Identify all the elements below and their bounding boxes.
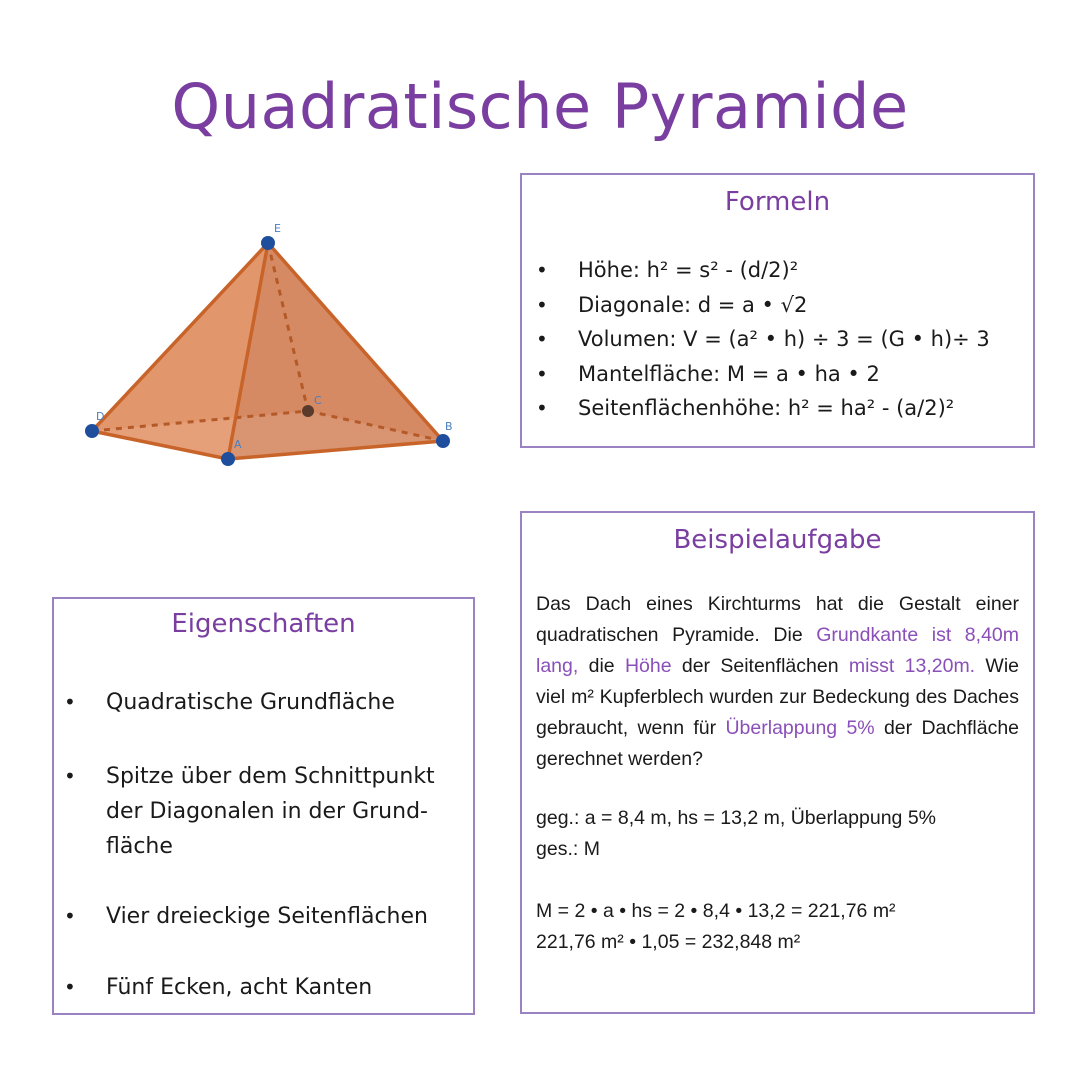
vertex-c	[302, 405, 314, 417]
given-values: geg.: a = 8,4 m, hs = 13,2 m, Überlappung 5%	[536, 807, 936, 829]
formula-lateral-surface: Mantelfläche: M = a • ha • 2	[578, 361, 880, 386]
bullet-icon: •	[64, 904, 76, 928]
bullet-icon: •	[64, 764, 76, 788]
formula-face-height: Seitenflächenhöhe: h² = ha² - (a/2)²	[578, 396, 955, 420]
bullet-icon: •	[536, 258, 548, 282]
formulas-list	[522, 253, 1033, 426]
formulas-heading: Formeln	[724, 187, 831, 217]
vertex-a	[221, 452, 235, 466]
bullet-icon: •	[536, 327, 548, 351]
highlight-measure: misst 13,20m.	[848, 655, 976, 677]
calculation-step-1: M = 2 • a • hs = 2 • 8,4 • 13,2 = 221,76 m²	[536, 900, 896, 922]
formula-item	[536, 288, 1033, 323]
vertex-label-e: E	[274, 222, 281, 235]
bullet-icon: •	[64, 975, 76, 999]
highlight-base-edge: Grundkante ist 8,40m lang,	[536, 624, 1020, 677]
formula-height: Höhe: h² = s² - (d/2)²	[578, 258, 799, 282]
vertex-label-c: C	[314, 394, 322, 407]
calculation-step-2: 221,76 m² • 1,05 = 232,848 m²	[536, 931, 801, 953]
example-problem-text: Das Dach eines Kirchturms hat die Gestalt einer quadratischen Pyramide. Die Grundkante ist 8,40m lang, die Höhe der Seitenflächen misst 13,20m. Wie viel m² Kupferblech wurden zur Bedeckung des Daches gebraucht, wenn für Überlappung 5% der Dachfläche gerechnet werden?	[536, 593, 1020, 770]
properties-box: Eigenschaften • Quadratische Grundfläche • Spitze über dem Schnittpunkt der Diagonalen in der Grund-fläche • Vier dreieckige Seitenflächen • Fünf Ecken, acht Kanten	[52, 597, 475, 1015]
wanted-value: ges.: M	[536, 838, 600, 860]
vertex-label-d: D	[96, 410, 105, 423]
vertex-label-b: B	[445, 420, 453, 433]
vertex-e	[261, 236, 275, 250]
vertex-d	[85, 424, 99, 438]
formula-diagonal: Diagonale: d = a • √2	[578, 292, 808, 317]
pyramid-figure	[80, 210, 460, 480]
example-task-box	[520, 511, 1035, 1014]
bullet-icon: •	[536, 361, 548, 386]
formula-item	[536, 357, 1033, 392]
page-title: Quadratische Pyramide	[171, 70, 909, 143]
highlight-overlap: Überlappung 5%	[725, 717, 875, 739]
formula-item	[536, 322, 1033, 357]
vertex-label-a: A	[234, 438, 242, 451]
formula-volume: Volumen: V = (a² • h) ÷ 3 = (G • h)÷ 3	[578, 327, 990, 351]
bullet-icon: •	[64, 690, 76, 714]
bullet-icon: •	[536, 292, 548, 317]
vertex-b	[436, 434, 450, 448]
formula-item	[536, 253, 1033, 288]
example-heading: Beispielaufgabe	[673, 525, 882, 555]
bullet-icon: •	[536, 396, 548, 420]
formulas-box	[520, 173, 1035, 448]
properties-heading: Eigenschaften	[171, 609, 356, 639]
highlight-height: Höhe	[624, 655, 672, 677]
formula-item	[536, 391, 1033, 426]
